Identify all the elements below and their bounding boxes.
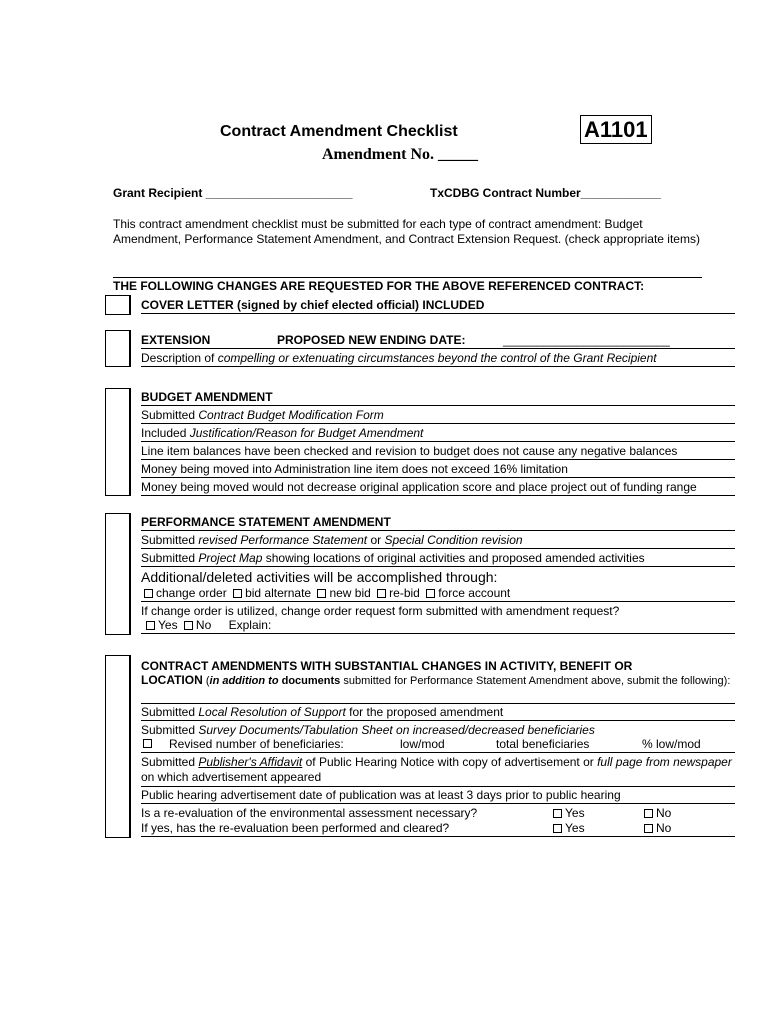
substantial-item-4: Public hearing advertisement date of publication was at least 3 days prior to public hearing [141,788,735,804]
env-reeval-no-label: No [656,806,672,820]
performance-item-4-text: If change order is utilized, change order request form submitted with amendment request? [141,604,620,618]
budget-item-5: Money being moved would not decrease original application score and place project out of funding range [141,480,735,496]
performance-item-2-suffix: showing locations of original activities and proposed amended activities [262,551,645,565]
performance-item-3-text: Additional/deleted activities will be accomplished through: [141,569,498,585]
substantial-documents: documents [278,675,341,687]
force-account-checkbox[interactable] [426,589,435,598]
env-reeval-yes-label: Yes [565,806,585,820]
env-cleared-no-label: No [656,821,672,835]
performance-item-2-italic: Project Map [198,551,263,565]
extension-row [141,333,735,349]
budget-item-1-prefix: Submitted [141,408,199,422]
extension-desc-italic: compelling or extenuating circumstances beyond the control of the Grant Recipient [217,351,657,365]
contract-number-field[interactable]: TxCDBG Contract Number____________ [430,186,661,200]
amendment-number: Amendment No. _____ [322,146,478,163]
budget-item-4: Money being moved into Administration line item does not exceed 16% limitation [141,462,735,478]
budget-item-3: Line item balances have been checked and revision to budget does not cause any negative balances [141,444,735,460]
proposed-date-label: PROPOSED NEW ENDING DATE: [277,333,466,347]
substantial-header [141,659,735,704]
performance-item-3 [141,569,735,602]
substantial-item-3-suffix: on which advertisement appeared [141,770,322,784]
substantial-item-2-italic: Survey Documents/Tabulation Sheet on increased/decreased beneficiaries [198,723,595,737]
budget-item-1-italic: Contract Budget Modification Form [198,408,384,422]
budget-item-2-prefix: Included [141,426,190,440]
change-order-no-checkbox[interactable] [184,621,193,630]
extension-desc-prefix: Description of [141,351,218,365]
performance-item-1 [141,533,735,549]
env-reeval-row [141,806,735,821]
re-bid-label: re-bid [389,586,420,600]
env-cleared-yes-checkbox[interactable] [553,824,562,833]
substantial-item-2-prefix: Submitted [141,723,199,737]
change-order-yes-checkbox[interactable] [146,621,155,630]
substantial-item-2 [141,723,735,753]
substantial-label-2: LOCATION [141,673,203,687]
percent-lowmod-label: % low/mod [642,737,701,751]
substantial-item-1 [141,705,735,721]
env-cleared-question: If yes, has the re-evaluation been performed and cleared? [141,821,450,835]
budget-item-2 [141,426,735,442]
substantial-item-3-prefix: Submitted [141,755,199,769]
budget-item-2-italic: Justification/Reason for Budget Amendment [189,426,424,440]
publishers-affidavit-text: Publisher's Affidavit [198,755,303,769]
budget-item-1 [141,408,735,424]
change-order-label: change order [156,586,227,600]
revised-beneficiaries-label: Revised number of beneficiaries: [169,737,344,751]
budget-label: BUDGET AMENDMENT [141,390,735,406]
lowmod-label: low/mod [400,737,445,751]
section-header: THE FOLLOWING CHANGES ARE REQUESTED FOR THE ABOVE REFERENCED CONTRACT: [113,279,645,293]
change-order-no-label: No [195,618,212,632]
method-options [141,586,735,600]
change-order-response [141,618,735,632]
new-bid-label: new bid [329,586,371,600]
cover-letter-checkbox[interactable] [105,295,131,315]
substantial-item-3 [141,755,735,787]
page-title: Contract Amendment Checklist [220,123,458,140]
change-order-checkbox[interactable] [144,589,153,598]
substantial-item-3-mid: of Public Hearing Notice with copy of advertisement or [302,755,598,769]
form-code: A1101 [580,115,652,144]
substantial-paren: ( [202,675,210,687]
bid-alternate-label: bid alternate [245,586,312,600]
substantial-item-3-italic: full page from newspaper [597,755,732,769]
env-cleared-row [141,821,735,836]
substantial-label: CONTRACT AMENDMENTS WITH SUBSTANTIAL CHANGES IN ACTIVITY, BENEFIT OR [141,659,633,673]
change-order-yes-label: Yes [158,618,178,632]
substantial-checkbox-column[interactable] [105,655,131,838]
grant-recipient-field[interactable]: Grant Recipient ______________________ [113,186,353,200]
beneficiaries-row [141,737,735,751]
performance-label: PERFORMANCE STATEMENT AMENDMENT [141,515,735,531]
explain-label[interactable]: Explain: [228,618,272,632]
performance-item-1-italic: revised Performance Statement [198,533,368,547]
extension-label: EXTENSION [141,333,211,347]
substantial-item-1-italic: Local Resolution of Support [198,705,346,719]
substantial-item-1-prefix: Submitted [141,705,199,719]
intro-text: This contract amendment checklist must be submitted for each type of contract amendment: Budget Amendment, Performance Statement Amendment, and Contract Extension Request. (check appropriate items) [113,217,700,246]
cover-letter-label: COVER LETTER (signed by chief elected official) INCLUDED [141,298,735,314]
bid-alternate-checkbox[interactable] [233,589,242,598]
substantial-item-2-text [141,723,735,737]
total-beneficiaries-label: total beneficiaries [496,737,590,751]
substantial-item-1-suffix: for the proposed amendment [345,705,504,719]
env-reeval-yes-checkbox[interactable] [553,809,562,818]
env-reeval-question: Is a re-evaluation of the environmental assessment necessary? [141,806,478,820]
performance-item-1-italic2: Special Condition revision [384,533,523,547]
performance-item-2 [141,551,735,567]
new-bid-checkbox[interactable] [317,589,326,598]
performance-checkbox-column[interactable] [105,513,131,635]
substantial-note-text: submitted for Performance Statement Amendment above, submit the following): [340,675,731,687]
extension-description [141,351,735,367]
re-bid-checkbox[interactable] [377,589,386,598]
revised-beneficiaries-checkbox[interactable] [143,739,152,748]
env-cleared-no-checkbox[interactable] [644,824,653,833]
performance-item-2-prefix: Submitted [141,551,199,565]
performance-item-1-mid: or [367,533,385,547]
substantial-note [141,673,735,688]
performance-item-1-prefix: Submitted [141,533,199,547]
force-account-label: force account [438,586,511,600]
env-reeval-no-checkbox[interactable] [644,809,653,818]
performance-item-4 [141,604,735,634]
budget-checkbox-column[interactable] [105,388,131,496]
extension-checkbox[interactable] [105,330,131,367]
proposed-date-blank[interactable]: _________________________ [503,333,670,347]
substantial-env-rows [141,806,735,837]
header-divider [113,277,702,278]
substantial-addition: in addition to [209,675,279,687]
env-cleared-yes-label: Yes [565,821,585,835]
